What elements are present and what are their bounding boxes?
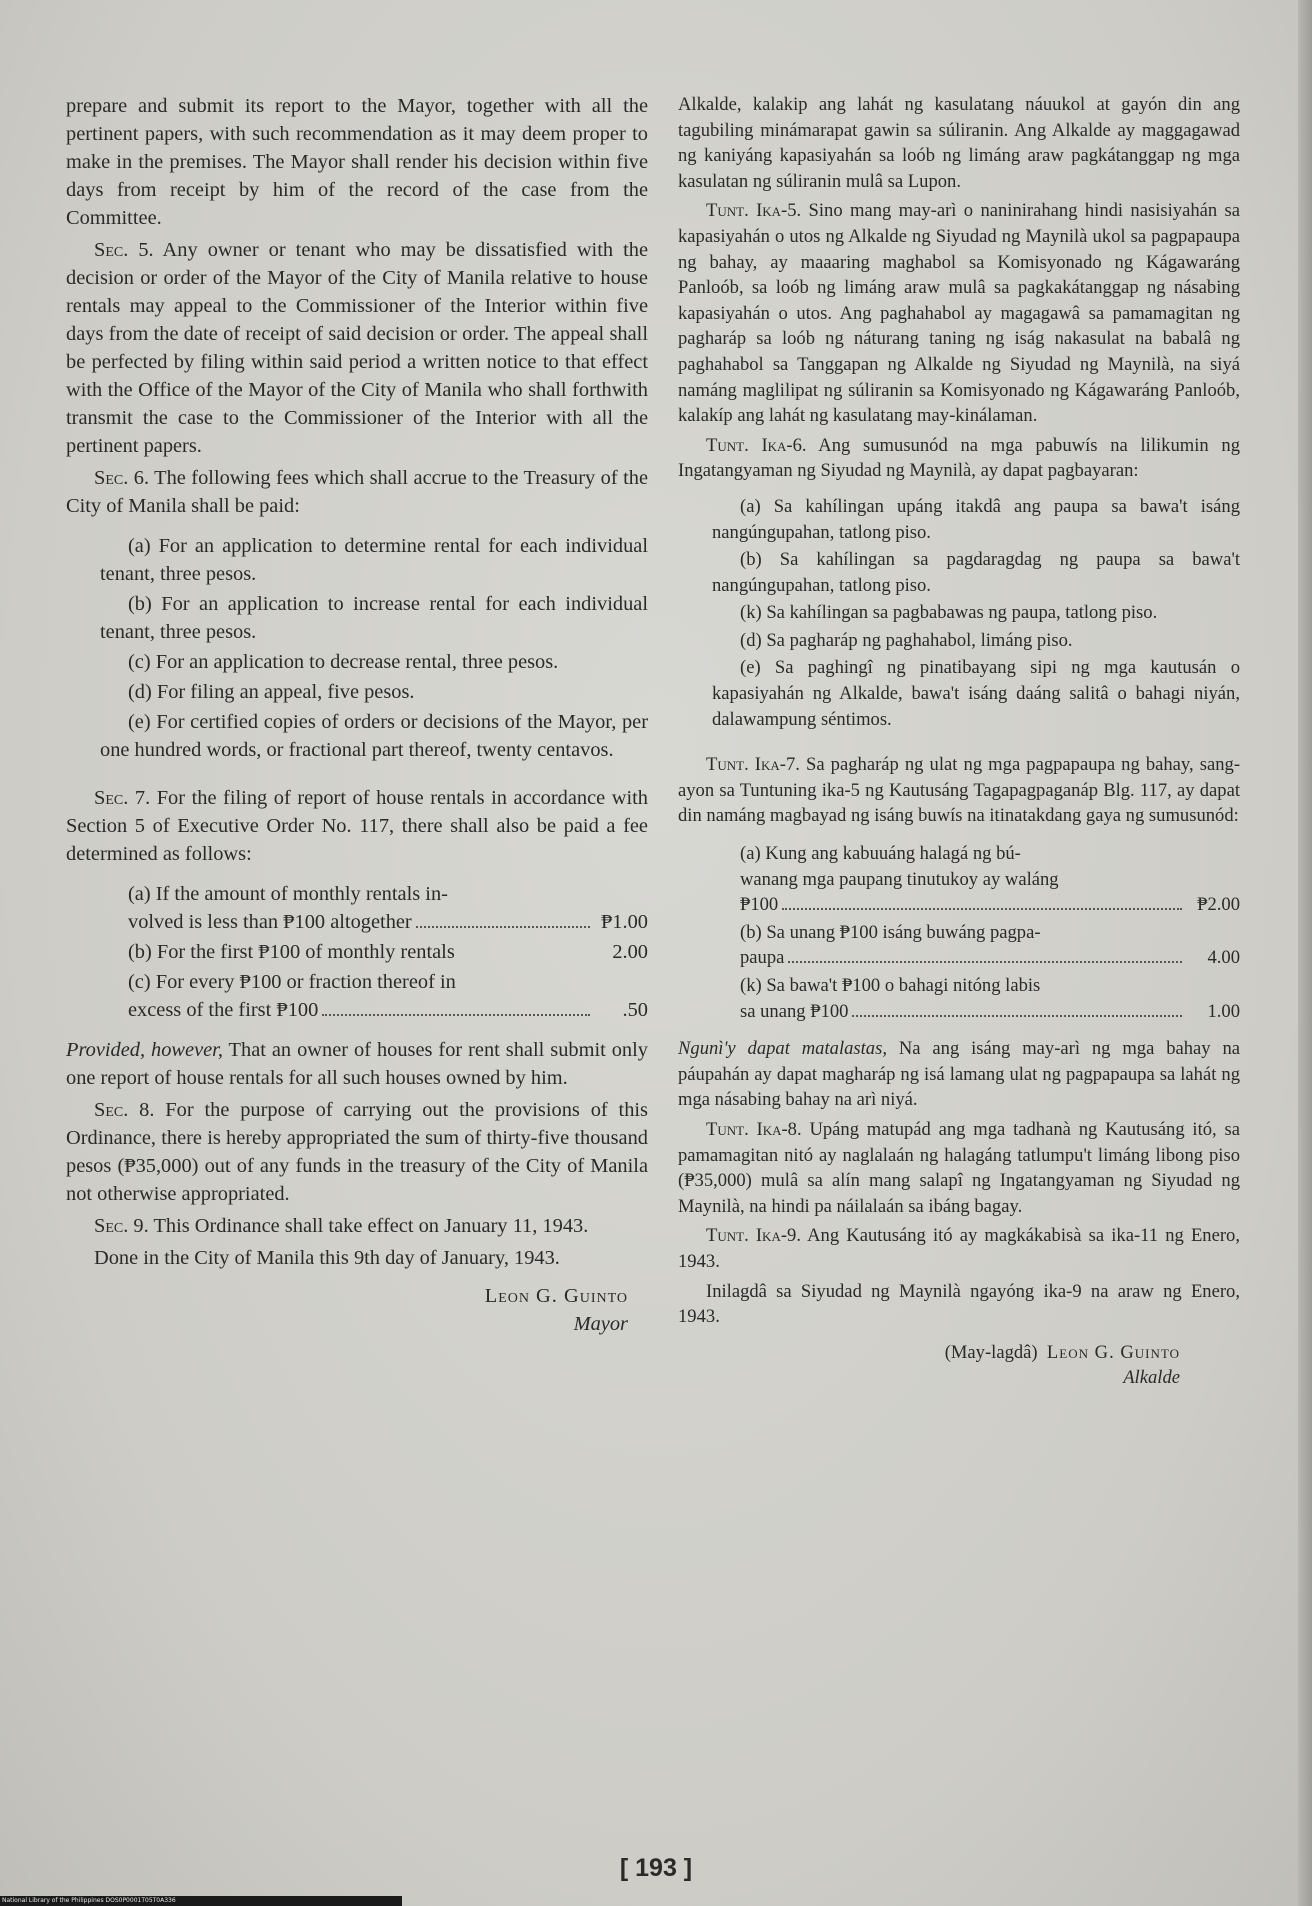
signature-block: [678, 1340, 1240, 1391]
section-5: [66, 236, 648, 460]
section-text: Upáng matupád ang mga tadhanà ng Kautusáng itó, sa pamamagitan nitó ay naglalaán ng halagáng tatlumpu't limáng libong piso (₱35,000) mulâ sa alín mang salapî ng Ingatangyaman ng Siyudad ng Maynilà, na hindi pa náilalaán sa ibáng bagay.: [678, 1118, 1240, 1217]
signatory-name: Leon G. Guinto: [1046, 1341, 1180, 1363]
fee-schedule-row-a: [678, 841, 1240, 918]
section-6: [66, 464, 648, 520]
fee-item-e: (e) Sa paghingî ng pinatibayang sipi ng mga kautusán o kapasiyahán ng Alkalde, bawa't isáng daáng salitâ o bahagi niyán, dalawampung séntimos.: [712, 657, 1240, 730]
proviso: [66, 1036, 648, 1092]
paragraph-continuation: Alkalde, kalakip ang lahát ng kasulatang náuukol at gayón din ang tagubiling minámarapat gawin sa súliranin. Ang Alkalde ay maggagawad ng kaniyáng kapasiyahán sa loób ng limáng araw pagkátanggap ng mga kasulatan ng súliranin mulâ sa Lupon.: [678, 94, 1240, 192]
fee-item-a: (a) For an application to determine rental for each individual tenant, three pesos.: [100, 535, 648, 585]
proviso: [678, 1036, 1240, 1113]
section-text: Ang sumusunód na mga pabuwís na lilikumin ng Ingatangyaman ng Siyudad ng Maynilà, ay dapat pagbayaran:: [678, 434, 1240, 482]
fee-label: (b) For the first ₱100 of monthly rentals: [128, 941, 455, 963]
fee-line: wanang mga paupang tinutukoy ay waláng: [740, 868, 1059, 890]
section-text: For the filing of report of house rentals in accordance with Section 5 of Executive Order No. 117, there shall also be paid a fee determined as follows:: [66, 787, 649, 865]
signatory-title: Alkalde: [1123, 1367, 1180, 1389]
tuntunin-7: [678, 752, 1240, 829]
fee-item-d: (d) Sa pagharáp ng paghahabol, limáng piso.: [740, 629, 1073, 651]
done-clause: Inilagdâ sa Siyudad ng Maynilà ngayóng ika-9 na araw ng Enero, 1943.: [678, 1280, 1240, 1328]
fee-item-k: (k) Sa kahílingan sa pagbabawas ng paupa, tatlong piso.: [740, 602, 1158, 624]
fee-amount: .50: [622, 999, 648, 1021]
page-number: [ 193 ]: [619, 1854, 693, 1882]
fee-schedule-row-b: [678, 920, 1240, 971]
proviso-lead: Ngunì'y dapat matalastas,: [678, 1038, 887, 1060]
fee-amount: 2.00: [612, 941, 648, 963]
fee-schedule-row-a: [66, 880, 648, 936]
section-text: Sino mang may-arì o naninirahang hindi nasisiyahán sa kapasiyahán o utos ng Alkalde ng Siyudad ng Maynilà ukol sa pagpapaupa ng bahay, ay maaaring maghabol sa Komisyonado ng Kágawaráng Panloób, sa loób ng limáng araw mulâ sa pagkakátanggap ng násabing kapasiyahán o utos. Ang paghahabol ay magagawâ sa pamamagitan ng pagharáp sa loób ng náturang taning ng iság nakasulat na babalâ ng paghahabol sa Tanggapan ng Alkalde ng Siyudad ng Maynilà, na siyá namáng maglilipat ng súliranin sa Komisyonado ng Kágawaráng Panloób, kalakíp ang lahát ng kasulatang may-kinálaman.: [678, 200, 1241, 427]
fee-line: (c) For every ₱100 or fraction thereof in: [128, 971, 456, 993]
fee-schedule-row-c: [66, 968, 648, 1024]
section-heading: Sec. 8.: [94, 1099, 155, 1121]
fee-amount: 4.00: [1207, 947, 1240, 969]
tuntunin-9: [678, 1223, 1240, 1274]
fee-item-e: (e) For certified copies of orders or decisions of the Mayor, per one hundred words, or fractional part thereof, twenty centavos.: [100, 711, 648, 761]
signatory-title: Mayor: [573, 1313, 628, 1335]
tuntunin-5: [678, 198, 1240, 428]
proviso-lead: Provided, however,: [66, 1039, 223, 1061]
section-heading: Tunt. Ika-5.: [706, 200, 802, 222]
section-9: [66, 1212, 648, 1240]
section-heading: Tunt. Ika-7.: [706, 754, 800, 776]
section-text: This Ordinance shall take effect on January 11, 1943.: [148, 1215, 589, 1237]
tagalog-column: [678, 92, 1240, 1391]
fee-schedule: [678, 841, 1240, 1024]
paragraph-continuation: prepare and submit its report to the Mayor, together with all the pertinent papers, with such recommendation as it may deem proper to make in the premises. The Mayor shall render his decision within five days from receipt by him of the record of the case from the Committee.: [66, 95, 648, 229]
fee-schedule-row-k: [678, 973, 1240, 1024]
fee-item-b: (b) For an application to increase rental for each individual tenant, three pesos.: [100, 593, 648, 643]
fee-line: (a) If the amount of monthly rentals in-: [128, 883, 448, 905]
section-text: The following fees which shall accrue to the Treasury of the City of Manila shall be paid:: [66, 467, 649, 517]
fee-amount: 1.00: [1207, 1000, 1240, 1022]
section-7: [66, 784, 648, 868]
page-edge-shadow: [1298, 0, 1312, 1906]
fee-item-a: (a) Sa kahílingan upáng itakdâ ang paupa sa bawa't isáng nangúngupahan, tatlong piso.: [712, 495, 1240, 543]
fee-label: ₱100: [740, 894, 779, 916]
section-text: Any owner or tenant who may be dissatisfied with the decision or order of the Mayor of the City of Manila relative to house rentals may appeal to the Commissioner of the Interior within five days from the date of receipt of said decision or order. The appeal shall be perfected by filing within said period a written notice to that effect with the Office of the Mayor of the City of Manila who shall forthwith transmit the case to the Commissioner of the Interior with all the pertinent papers.: [66, 239, 649, 457]
fee-line: (a) Kung ang kabuuáng halagá ng bú-: [740, 843, 1021, 865]
tuntunin-6: [678, 433, 1240, 484]
fee-item-b: (b) Sa kahílingan sa pagdaragdag ng paupa sa bawa't nangúngupahan, tatlong piso.: [712, 549, 1240, 596]
fee-amount: ₱1.00: [600, 911, 648, 933]
section-heading: Tunt. Ika-6.: [706, 434, 807, 456]
fee-schedule: [66, 880, 648, 1024]
fee-item-d: (d) For filing an appeal, five pesos.: [128, 681, 415, 703]
section-heading: Sec. 6.: [94, 467, 150, 489]
section-text: Sa pagharáp ng ulat ng mga pagpapaupa ng bahay, sang-ayon sa Tuntuning ika-5 ng Kautusáng Tagapagpaganáp Blg. 117, ay dapat din namáng magbayad ng isáng buwís na itinatakdang gaya ng sumusunód:: [678, 754, 1241, 827]
signatory-name: Leon G. Guinto: [484, 1285, 628, 1307]
fee-label: volved is less than ₱100 altogether: [128, 911, 412, 933]
fee-line: (b) Sa unang ₱100 isáng buwáng pagpa-: [740, 921, 1041, 943]
fee-line: (k) Sa bawa't ₱100 o bahagi nitóng labis: [740, 975, 1041, 996]
section-heading: Tunt. Ika-9.: [706, 1225, 801, 1247]
proviso-text: That an owner of houses for rent shall submit only one report of house rentals for all such houses owned by him.: [66, 1039, 648, 1089]
section-8: [66, 1096, 648, 1208]
fee-item-c: (c) For an application to decrease rental, three pesos.: [128, 651, 559, 673]
section-heading: Sec. 7.: [94, 787, 151, 809]
signature-block: [66, 1282, 648, 1338]
fee-label: sa unang ₱100: [740, 1000, 849, 1022]
proviso-text: Na ang isáng may-arì ng mga bahay na páupahán ay dapat magharáp ng isá lamang ulat ng pagpapaupa sa lahát ng mga násabing bahay na arì niyá.: [678, 1038, 1240, 1111]
fee-amount: ₱2.00: [1197, 894, 1240, 916]
fee-label: excess of the first ₱100: [128, 999, 319, 1021]
fee-schedule-row-b: [66, 938, 648, 966]
fee-label: paupa: [740, 947, 785, 969]
section-text: Ang Kautusáng itó ay magkákabisà sa ika-11 ng Enero, 1943.: [678, 1225, 1240, 1272]
signature-note: (May-lagdâ): [944, 1341, 1038, 1363]
section-heading: Tunt. Ika-8.: [706, 1118, 802, 1140]
section-heading: Sec. 9.: [94, 1215, 149, 1237]
tuntunin-8: [678, 1117, 1240, 1219]
section-text: For the purpose of carrying out the provisions of this Ordinance, there is hereby appropriated the sum of thirty-five thousand pesos (₱35,000) out of any funds in the treasury of the City of Manila not otherwise appropriated.: [66, 1099, 648, 1205]
done-clause: Done in the City of Manila this 9th day of January, 1943.: [94, 1247, 560, 1269]
section-heading: Sec. 5.: [94, 239, 154, 261]
english-column: [66, 92, 648, 1338]
archive-footer-strip: National Library of the Philippines DOS0P0001T05T0A336: [0, 1896, 402, 1906]
